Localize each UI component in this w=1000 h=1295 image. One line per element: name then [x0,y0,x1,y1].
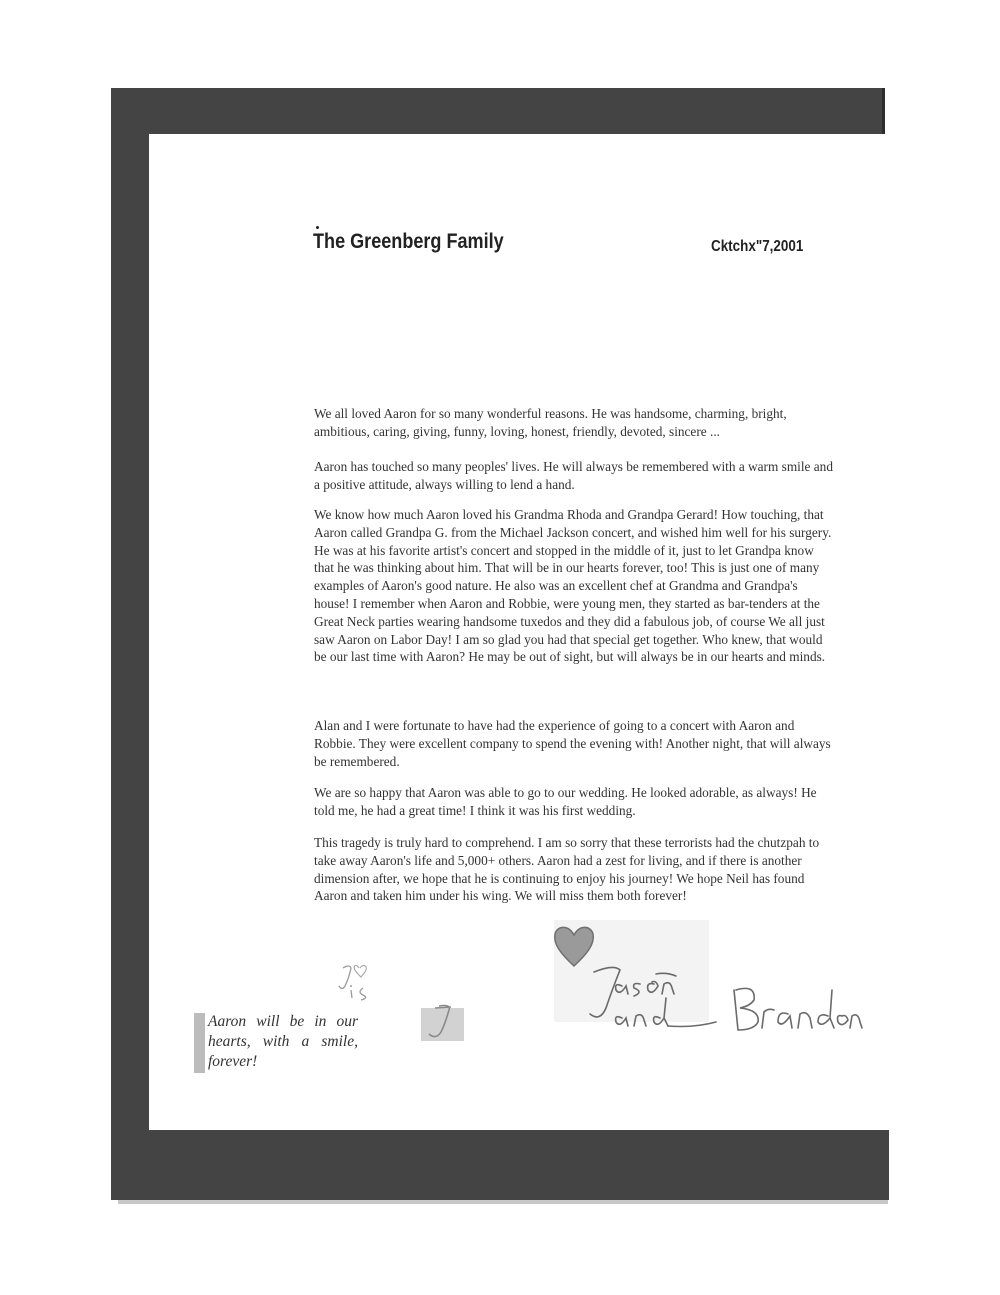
paragraph: Alan and I were fortunate to have had the experience of going to a concert with Aaron and Robbie. They were excellent company to spend the evening with! Another night, that will always be remembered. [314,718,831,769]
stray-dot [316,226,319,229]
paragraph: This tragedy is truly hard to comprehend. I am so sorry that these terrorists had the chutzpah to take away Aaron's life and 5,000+ others. Aaron had a zest for living, and if there is another dimension after, we hope that he is continuing to enjoy his journey! We hope Neil has found Aaron and taken him under his wing. We will miss them both forever! [314,835,820,904]
side-note: Aaron will be in our hearts, with a smile, forever! [208,1013,358,1070]
paragraph: We know how much Aaron loved his Grandma Rhoda and Grandpa Gerard! How touching, that Aaron called Grandpa G. from the Michael Jackson concert, and wished him well for his surgery. He was at his favorite artist's concert and stopped in the middle of it, just to let Grandpa know that he was thinking about him. That will be in our hearts forever, too! This is just one of many examples of Aaron's good nature. He also was an excellent chef at Grandma and Grandpa's house! I remember when Aaron and Robbie, were young men, they started as bar-tenders at the Great Neck parties wearing handsome tuxedos and they did a fabulous job, of course We all just saw Aaron on Labor Day! I am so glad you had that special get together. Who knew, that would be our last time with Aaron? He may be out of sight, but will always be in our hearts and minds. [314,507,832,665]
scan-frame-edge [882,88,885,134]
paragraph: We are so happy that Aaron was able to go to our wedding. He looked adorable, as always! He told me, he had a great time! I think it was his first wedding. [314,785,817,818]
handwritten-initial-j [421,1000,464,1042]
paragraph: Aaron has touched so many peoples' lives. He will always be remembered with a warm smile and a positive attitude, always willing to lend a hand. [314,459,833,492]
scan-frame-top [111,88,885,134]
handwritten-signature [554,950,866,1038]
scan-shadow [118,1200,888,1204]
scan-frame-left [111,88,149,1200]
page-title: The Greenberg Family [313,230,504,253]
note-marker-bar [194,1013,205,1073]
paragraph: We all loved Aaron for so many wonderful reasons. He was handsome, charming, bright, ambitious, caring, giving, funny, loving, honest, friendly, devoted, sincere ... [314,406,787,439]
letter-date: Cktchx"7,2001 [711,238,804,255]
handwritten-initials [335,960,385,1008]
scan-frame-bottom [111,1130,889,1200]
